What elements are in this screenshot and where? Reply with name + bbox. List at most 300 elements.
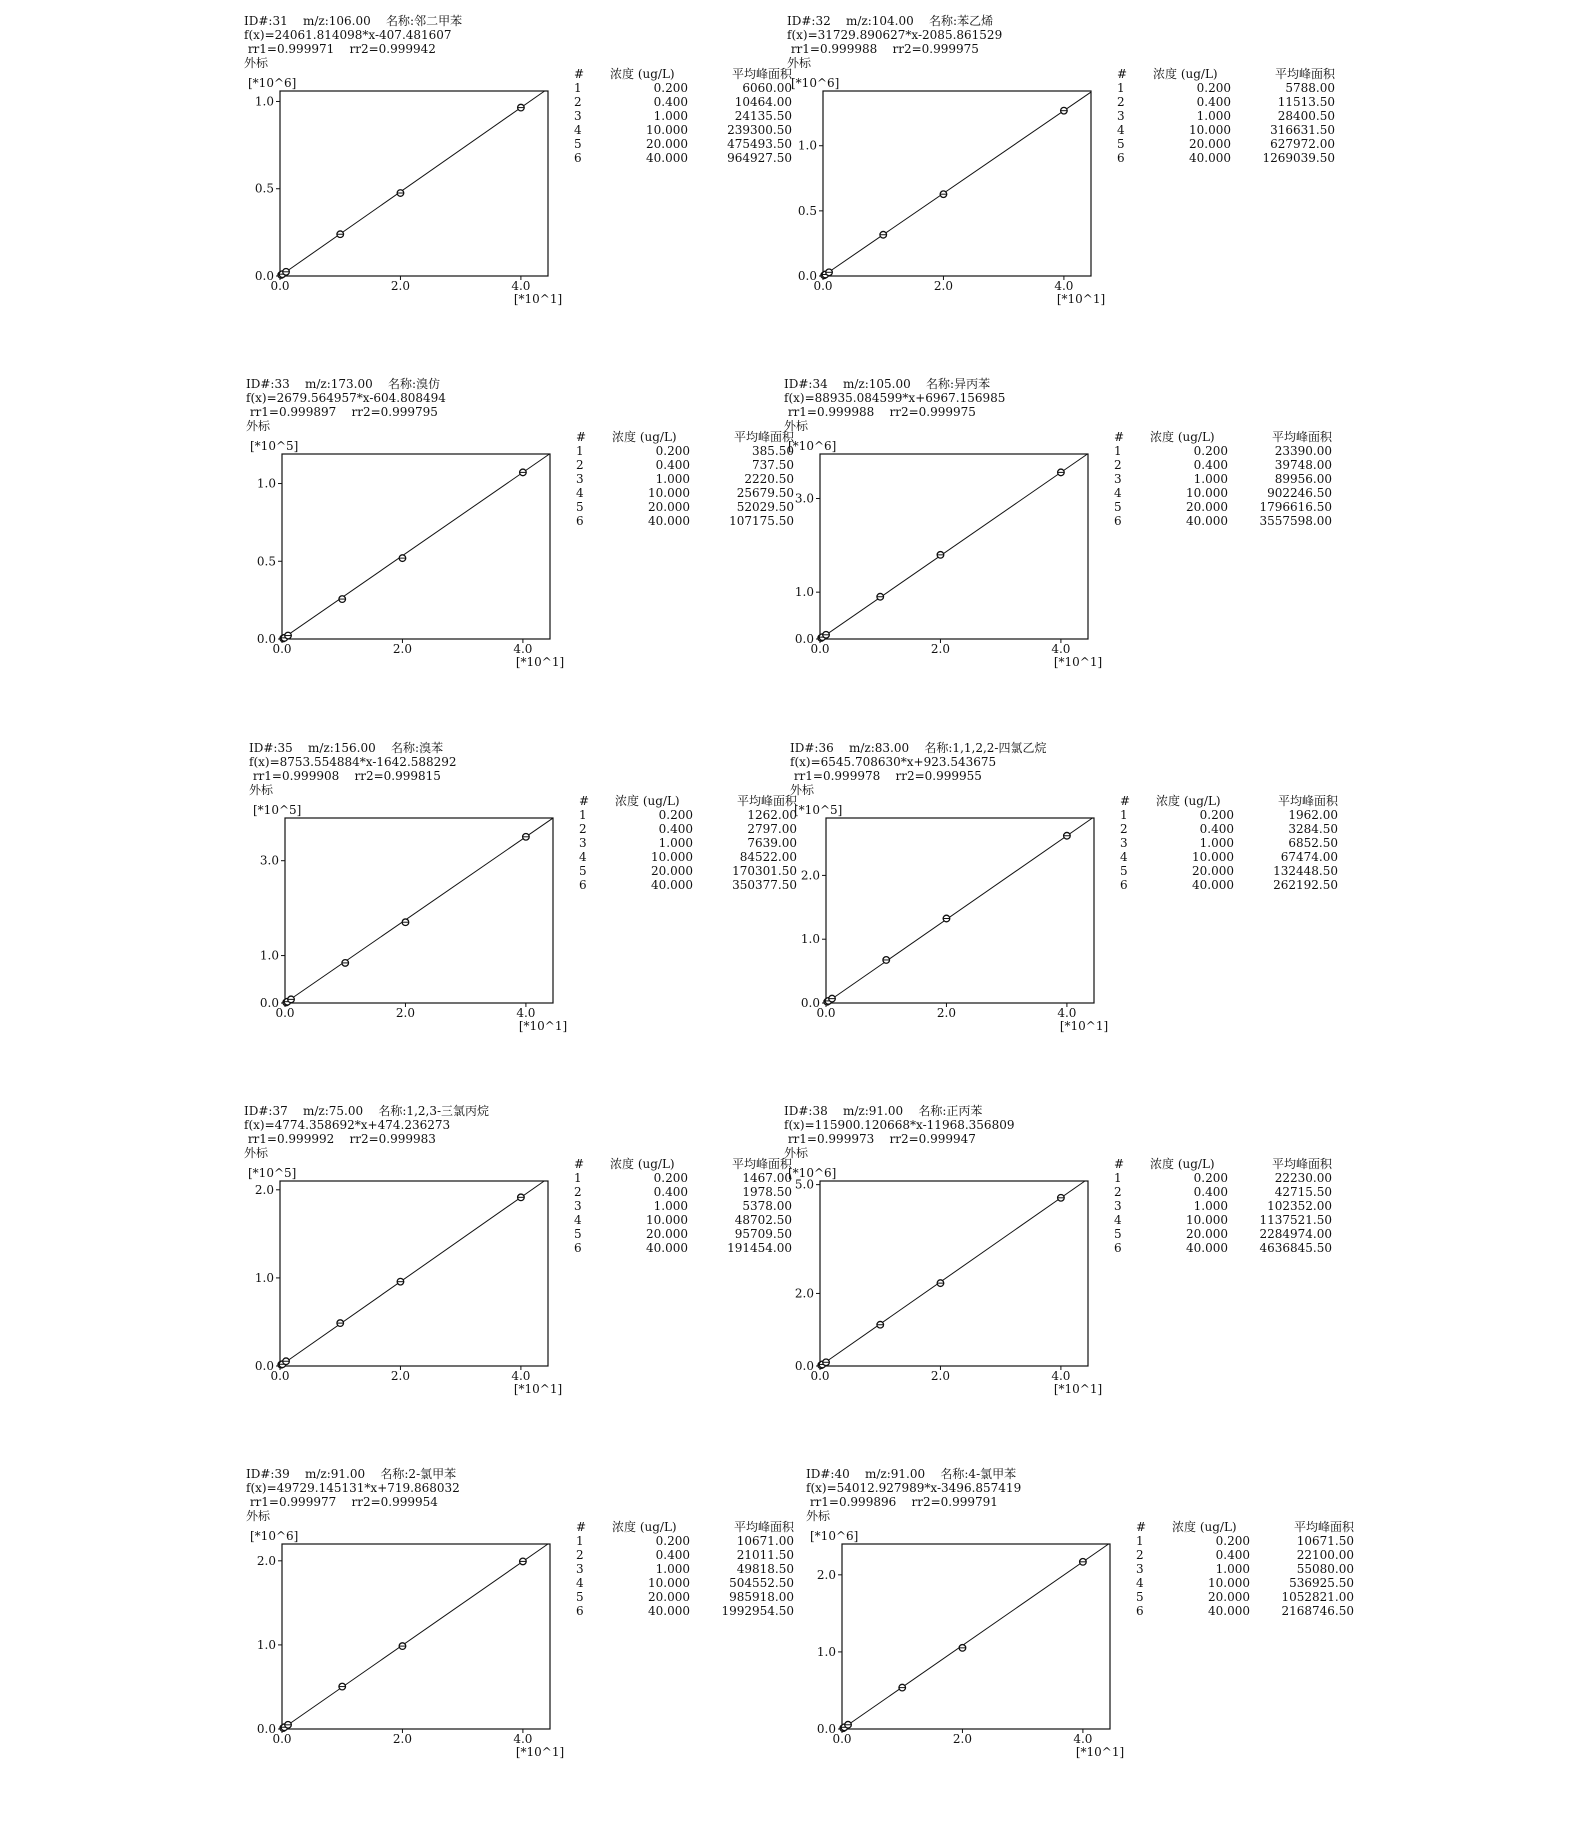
calibration-chart <box>249 741 579 1041</box>
data-point <box>899 1684 906 1691</box>
calibration-panel <box>806 1467 1366 1827</box>
table-row <box>574 123 792 137</box>
table-row <box>1136 1576 1354 1590</box>
column-header-index: # <box>574 67 585 81</box>
peak-area-cell: 985918.00 <box>729 1590 794 1604</box>
x-tick-label: 0.0 <box>832 1732 852 1746</box>
row-index: 6 <box>1117 151 1125 165</box>
table-row <box>576 444 794 458</box>
x-scale-label: [*10^1] <box>515 1745 565 1759</box>
y-scale-label: [*10^5] <box>794 803 843 817</box>
peak-area-cell: 902246.50 <box>1267 486 1332 500</box>
row-index: 1 <box>1114 444 1122 458</box>
concentration-cell: 0.200 <box>653 1171 688 1185</box>
data-point <box>1080 1559 1087 1566</box>
peak-area-cell: 84522.00 <box>739 850 797 864</box>
table-row <box>574 1213 792 1227</box>
concentration-cell: 40.000 <box>1208 1604 1250 1618</box>
data-point <box>283 268 290 275</box>
peak-area-cell: 239300.50 <box>727 123 792 137</box>
concentration-cell: 20.000 <box>646 1227 688 1241</box>
y-scale-label: [*10^6] <box>810 1529 859 1543</box>
y-scale-label: [*10^5] <box>250 439 299 453</box>
correlation-coefficients: rr1=0.999908 rr2=0.999815 <box>249 769 441 783</box>
x-tick-label: 4.0 <box>1051 1369 1071 1383</box>
y-tick-label: 1.0 <box>797 138 817 153</box>
correlation-coefficients: rr1=0.999978 rr2=0.999955 <box>790 769 982 783</box>
table-row <box>576 500 794 514</box>
x-tick-label: 2.0 <box>930 1369 950 1383</box>
y-tick-label: 0.0 <box>800 996 820 1010</box>
fit-equation: f(x)=2679.564957*x-604.808494 <box>246 391 446 405</box>
x-scale-label: [*10^1] <box>515 655 565 669</box>
x-tick-label: 0.0 <box>813 279 833 293</box>
compound-id-line: ID#:37 m/z:75.00 名称:1,2,3-三氯丙烷 <box>244 1104 490 1118</box>
calibration-chart <box>784 377 1114 677</box>
fit-equation: f(x)=4774.358692*x+474.236273 <box>244 1118 451 1132</box>
peak-area-cell: 191454.00 <box>727 1241 792 1255</box>
x-tick-label: 4.0 <box>1051 642 1071 656</box>
calibration-chart <box>246 1467 576 1767</box>
compound-id-line: ID#:40 m/z:91.00 名称:4-氯甲苯 <box>806 1467 1017 1481</box>
concentration-cell: 10.000 <box>648 486 690 500</box>
calibration-panel <box>787 14 1347 374</box>
data-point <box>339 1683 346 1690</box>
method-label: 外标 <box>787 56 812 70</box>
data-point <box>283 1358 290 1365</box>
table-row <box>1114 514 1332 528</box>
concentration-cell: 40.000 <box>648 514 690 528</box>
table-row <box>574 1185 792 1199</box>
compound-id-line: ID#:33 m/z:173.00 名称:溴仿 <box>246 377 441 391</box>
column-header-concentration: 浓度 (ug/L) <box>1150 430 1215 444</box>
row-index: 1 <box>579 808 587 822</box>
table-row <box>1114 444 1332 458</box>
column-header-index: # <box>579 794 590 808</box>
method-label: 外标 <box>784 419 809 433</box>
row-index: 1 <box>576 1534 584 1548</box>
row-index: 2 <box>1120 822 1128 836</box>
y-tick-label: 1.0 <box>256 1637 276 1652</box>
peak-area-cell: 5788.00 <box>1285 81 1335 95</box>
row-index: 6 <box>1136 1604 1144 1618</box>
x-tick-label: 4.0 <box>513 1732 533 1746</box>
concentration-cell: 20.000 <box>1186 500 1228 514</box>
concentration-cell: 0.400 <box>1215 1548 1250 1562</box>
data-point <box>337 1320 344 1327</box>
calibration-panel <box>246 377 806 737</box>
row-index: 6 <box>576 1604 584 1618</box>
concentration-cell: 0.400 <box>1199 822 1234 836</box>
x-tick-label: 4.0 <box>1057 1006 1077 1020</box>
row-index: 6 <box>1114 1241 1122 1255</box>
row-index: 4 <box>574 1213 582 1227</box>
y-tick-label: 0.0 <box>254 269 274 283</box>
calibration-table <box>576 430 794 528</box>
column-header-index: # <box>1120 794 1131 808</box>
table-row <box>574 1171 792 1185</box>
peak-area-cell: 1052821.00 <box>1281 1590 1354 1604</box>
row-index: 6 <box>1114 514 1122 528</box>
fit-line <box>820 1181 1085 1366</box>
data-point <box>399 555 406 562</box>
method-label: 外标 <box>244 56 269 70</box>
peak-area-cell: 132448.50 <box>1273 864 1338 878</box>
table-row <box>579 808 797 822</box>
table-row <box>1114 500 1332 514</box>
x-tick-label: 4.0 <box>1073 1732 1093 1746</box>
data-point <box>829 995 836 1002</box>
data-point <box>520 1558 527 1565</box>
concentration-cell: 1.000 <box>655 1562 690 1576</box>
calibration-chart <box>246 377 576 677</box>
x-tick-label: 0.0 <box>816 1006 836 1020</box>
table-row <box>1114 1213 1332 1227</box>
y-tick-label: 0.5 <box>797 203 817 218</box>
method-label: 外标 <box>246 419 271 433</box>
fit-line <box>826 818 1092 1003</box>
data-point <box>826 269 833 276</box>
x-tick-label: 0.0 <box>275 1006 295 1020</box>
calibration-panel <box>244 1104 804 1464</box>
compound-id-line: ID#:39 m/z:91.00 名称:2-氯甲苯 <box>246 1467 457 1481</box>
peak-area-cell: 385.50 <box>752 444 794 458</box>
column-header-peak-area: 平均峰面积 <box>731 1157 792 1171</box>
peak-area-cell: 262192.50 <box>1273 878 1338 892</box>
compound-id-line: ID#:34 m/z:105.00 名称:异丙苯 <box>784 377 991 391</box>
correlation-coefficients: rr1=0.999973 rr2=0.999947 <box>784 1132 976 1146</box>
table-row <box>576 514 794 528</box>
x-tick-label: 0.0 <box>270 279 290 293</box>
data-point <box>877 1321 884 1328</box>
row-index: 2 <box>1117 95 1125 109</box>
row-index: 2 <box>579 822 587 836</box>
concentration-cell: 0.400 <box>655 458 690 472</box>
y-tick-label: 0.0 <box>256 1722 276 1736</box>
row-index: 4 <box>576 486 584 500</box>
data-point <box>845 1721 852 1728</box>
concentration-cell: 10.000 <box>651 850 693 864</box>
row-index: 1 <box>576 444 584 458</box>
fit-equation: f(x)=54012.927989*x-3496.857419 <box>806 1481 1022 1495</box>
concentration-cell: 0.400 <box>1193 1185 1228 1199</box>
row-index: 6 <box>576 514 584 528</box>
row-index: 1 <box>1136 1534 1144 1548</box>
y-tick-label: 1.0 <box>256 476 276 491</box>
x-tick-label: 2.0 <box>392 1732 412 1746</box>
row-index: 1 <box>1117 81 1125 95</box>
table-row <box>576 1576 794 1590</box>
table-row <box>579 878 797 892</box>
correlation-coefficients: rr1=0.999896 rr2=0.999791 <box>806 1495 998 1509</box>
column-header-peak-area: 平均峰面积 <box>1277 794 1338 808</box>
table-row <box>576 1604 794 1618</box>
fit-equation: f(x)=49729.145131*x+719.868032 <box>246 1481 460 1495</box>
calibration-panel <box>246 1467 806 1827</box>
fit-line <box>820 454 1087 639</box>
peak-area-cell: 39748.00 <box>1274 458 1332 472</box>
concentration-cell: 0.200 <box>653 81 688 95</box>
y-tick-label: 1.0 <box>794 585 814 600</box>
x-tick-label: 0.0 <box>272 1732 292 1746</box>
x-tick-label: 0.0 <box>810 1369 830 1383</box>
row-index: 3 <box>1114 472 1122 486</box>
y-tick-label: 0.0 <box>797 269 817 283</box>
data-point <box>285 1722 292 1729</box>
concentration-cell: 1.000 <box>1193 472 1228 486</box>
column-header-index: # <box>1114 1157 1125 1171</box>
row-index: 3 <box>579 836 587 850</box>
concentration-cell: 0.400 <box>1193 458 1228 472</box>
y-scale-label: [*10^5] <box>248 1166 297 1180</box>
table-row <box>1117 95 1335 109</box>
concentration-cell: 1.000 <box>1199 836 1234 850</box>
data-point <box>877 593 884 600</box>
column-header-concentration: 浓度 (ug/L) <box>612 430 677 444</box>
data-point <box>285 632 292 639</box>
concentration-cell: 20.000 <box>1192 864 1234 878</box>
x-tick-label: 4.0 <box>511 1369 531 1383</box>
column-header-index: # <box>574 1157 585 1171</box>
peak-area-cell: 52029.50 <box>736 500 794 514</box>
peak-area-cell: 25679.50 <box>736 486 794 500</box>
row-index: 3 <box>574 1199 582 1213</box>
row-index: 6 <box>574 151 582 165</box>
row-index: 2 <box>576 458 584 472</box>
data-point <box>342 960 349 967</box>
row-index: 4 <box>574 123 582 137</box>
concentration-cell: 40.000 <box>1186 514 1228 528</box>
y-tick-label: 3.0 <box>794 491 814 506</box>
row-index: 4 <box>1117 123 1125 137</box>
row-index: 2 <box>1114 1185 1122 1199</box>
peak-area-cell: 23390.00 <box>1274 444 1332 458</box>
row-index: 5 <box>1136 1590 1144 1604</box>
table-row <box>576 486 794 500</box>
peak-area-cell: 1796616.50 <box>1259 500 1332 514</box>
peak-area-cell: 55080.00 <box>1296 1562 1354 1576</box>
x-tick-label: 0.0 <box>272 642 292 656</box>
fit-equation: f(x)=6545.708630*x+923.543675 <box>790 755 997 769</box>
y-tick-label: 2.0 <box>816 1567 836 1582</box>
data-point <box>399 1643 406 1650</box>
data-point <box>883 957 890 964</box>
table-header-row <box>576 1520 794 1534</box>
table-header-row <box>574 1157 792 1171</box>
column-header-concentration: 浓度 (ug/L) <box>1153 67 1218 81</box>
compound-id-line: ID#:36 m/z:83.00 名称:1,1,2,2-四氯乙烷 <box>790 741 1047 755</box>
data-point <box>943 915 950 922</box>
x-tick-label: 2.0 <box>392 642 412 656</box>
concentration-cell: 0.200 <box>1215 1534 1250 1548</box>
concentration-cell: 0.200 <box>658 808 693 822</box>
y-tick-label: 1.0 <box>816 1644 836 1659</box>
peak-area-cell: 2220.50 <box>744 472 794 486</box>
correlation-coefficients: rr1=0.999992 rr2=0.999983 <box>244 1132 436 1146</box>
peak-area-cell: 22100.00 <box>1296 1548 1354 1562</box>
concentration-cell: 10.000 <box>1186 1213 1228 1227</box>
peak-area-cell: 3284.50 <box>1288 822 1338 836</box>
concentration-cell: 0.400 <box>658 822 693 836</box>
data-point <box>823 1359 830 1366</box>
y-tick-label: 2.0 <box>254 1182 274 1197</box>
x-scale-label: [*10^1] <box>1053 1382 1103 1396</box>
peak-area-cell: 67474.00 <box>1280 850 1338 864</box>
row-index: 1 <box>1120 808 1128 822</box>
data-point <box>288 996 295 1003</box>
concentration-cell: 40.000 <box>1186 1241 1228 1255</box>
row-index: 5 <box>1114 500 1122 514</box>
data-point <box>523 833 530 840</box>
fit-equation: f(x)=24061.814098*x-407.481607 <box>244 28 452 42</box>
fit-line <box>823 92 1091 276</box>
peak-area-cell: 7639.00 <box>747 836 797 850</box>
peak-area-cell: 102352.00 <box>1267 1199 1332 1213</box>
table-row <box>576 1534 794 1548</box>
column-header-concentration: 浓度 (ug/L) <box>610 1157 675 1171</box>
table-row <box>1117 81 1335 95</box>
concentration-cell: 1.000 <box>1193 1199 1228 1213</box>
table-row <box>1120 836 1338 850</box>
peak-area-cell: 475493.50 <box>727 137 792 151</box>
table-row <box>574 81 792 95</box>
row-index: 2 <box>574 1185 582 1199</box>
peak-area-cell: 95709.50 <box>734 1227 792 1241</box>
concentration-cell: 1.000 <box>1196 109 1231 123</box>
concentration-cell: 0.200 <box>1193 1171 1228 1185</box>
peak-area-cell: 1269039.50 <box>1262 151 1335 165</box>
column-header-peak-area: 平均峰面积 <box>731 67 792 81</box>
table-header-row <box>1114 1157 1332 1171</box>
correlation-coefficients: rr1=0.999897 rr2=0.999795 <box>246 405 438 419</box>
peak-area-cell: 964927.50 <box>727 151 792 165</box>
data-point <box>937 1280 944 1287</box>
table-row <box>1120 864 1338 878</box>
y-tick-label: 1.0 <box>800 932 820 947</box>
y-tick-label: 0.0 <box>816 1722 836 1736</box>
peak-area-cell: 10671.50 <box>1296 1534 1354 1548</box>
column-header-peak-area: 平均峰面积 <box>1274 67 1335 81</box>
x-tick-label: 4.0 <box>511 279 531 293</box>
calibration-panel <box>249 741 809 1101</box>
concentration-cell: 10.000 <box>1192 850 1234 864</box>
table-row <box>1114 486 1332 500</box>
peak-area-cell: 170301.50 <box>732 864 797 878</box>
table-row <box>576 1562 794 1576</box>
table-row <box>574 137 792 151</box>
table-row <box>579 836 797 850</box>
fit-equation: f(x)=115900.120668*x-11968.356809 <box>784 1118 1015 1132</box>
method-label: 外标 <box>244 1146 269 1160</box>
concentration-cell: 20.000 <box>646 137 688 151</box>
data-point <box>1058 469 1065 476</box>
column-header-peak-area: 平均峰面积 <box>736 794 797 808</box>
fit-line <box>280 91 545 276</box>
concentration-cell: 1.000 <box>653 109 688 123</box>
calibration-chart <box>806 1467 1136 1767</box>
peak-area-cell: 2797.00 <box>747 822 797 836</box>
calibration-chart <box>784 1104 1114 1404</box>
data-point <box>1058 1195 1065 1202</box>
concentration-cell: 10.000 <box>646 123 688 137</box>
table-row <box>1114 1185 1332 1199</box>
column-header-index: # <box>576 430 587 444</box>
method-label: 外标 <box>790 783 815 797</box>
calibration-table <box>1136 1520 1354 1618</box>
peak-area-cell: 42715.50 <box>1274 1185 1332 1199</box>
y-tick-label: 0.0 <box>254 1359 274 1373</box>
y-tick-label: 2.0 <box>794 1286 814 1301</box>
column-header-peak-area: 平均峰面积 <box>1271 1157 1332 1171</box>
table-row <box>574 109 792 123</box>
table-row <box>1114 472 1332 486</box>
concentration-cell: 0.200 <box>1196 81 1231 95</box>
data-point <box>959 1645 966 1652</box>
calibration-table <box>1117 67 1335 165</box>
x-scale-label: [*10^1] <box>1075 1745 1125 1759</box>
peak-area-cell: 4636845.50 <box>1259 1241 1332 1255</box>
table-row <box>574 1227 792 1241</box>
fit-equation: f(x)=88935.084599*x+6967.156985 <box>784 391 1006 405</box>
concentration-cell: 40.000 <box>646 1241 688 1255</box>
x-scale-label: [*10^1] <box>513 1382 563 1396</box>
fit-line <box>280 1181 544 1366</box>
y-scale-label: [*10^6] <box>791 76 840 90</box>
data-point <box>518 104 525 111</box>
table-row <box>574 1241 792 1255</box>
method-label: 外标 <box>246 1509 271 1523</box>
y-tick-label: 1.0 <box>254 94 274 109</box>
row-index: 6 <box>574 1241 582 1255</box>
table-row <box>576 472 794 486</box>
row-index: 2 <box>576 1548 584 1562</box>
row-index: 4 <box>576 1576 584 1590</box>
concentration-cell: 1.000 <box>1215 1562 1250 1576</box>
column-header-index: # <box>1114 430 1125 444</box>
data-point <box>1061 107 1068 114</box>
data-point <box>1064 832 1071 839</box>
x-tick-label: 2.0 <box>936 1006 956 1020</box>
concentration-cell: 0.400 <box>653 1185 688 1199</box>
table-header-row <box>1120 794 1338 808</box>
peak-area-cell: 10671.00 <box>736 1534 794 1548</box>
calibration-table <box>1114 430 1332 528</box>
concentration-cell: 10.000 <box>648 1576 690 1590</box>
compound-id-line: ID#:35 m/z:156.00 名称:溴苯 <box>249 741 444 755</box>
row-index: 5 <box>1117 137 1125 151</box>
compound-id-line: ID#:38 m/z:91.00 名称:正丙苯 <box>784 1104 983 1118</box>
correlation-coefficients: rr1=0.999988 rr2=0.999975 <box>784 405 976 419</box>
y-tick-label: 0.0 <box>259 996 279 1010</box>
y-scale-label: [*10^6] <box>248 76 297 90</box>
x-tick-label: 2.0 <box>952 1732 972 1746</box>
row-index: 2 <box>1114 458 1122 472</box>
y-scale-label: [*10^6] <box>250 1529 299 1543</box>
row-index: 5 <box>579 864 587 878</box>
x-tick-label: 2.0 <box>390 279 410 293</box>
row-index: 5 <box>574 1227 582 1241</box>
x-tick-label: 2.0 <box>933 279 953 293</box>
method-label: 外标 <box>784 1146 809 1160</box>
table-row <box>1114 458 1332 472</box>
concentration-cell: 0.200 <box>655 1534 690 1548</box>
peak-area-cell: 1262.00 <box>747 808 797 822</box>
row-index: 5 <box>574 137 582 151</box>
table-row <box>1120 808 1338 822</box>
concentration-cell: 10.000 <box>1208 1576 1250 1590</box>
table-row <box>1117 109 1335 123</box>
peak-area-cell: 24135.50 <box>734 109 792 123</box>
